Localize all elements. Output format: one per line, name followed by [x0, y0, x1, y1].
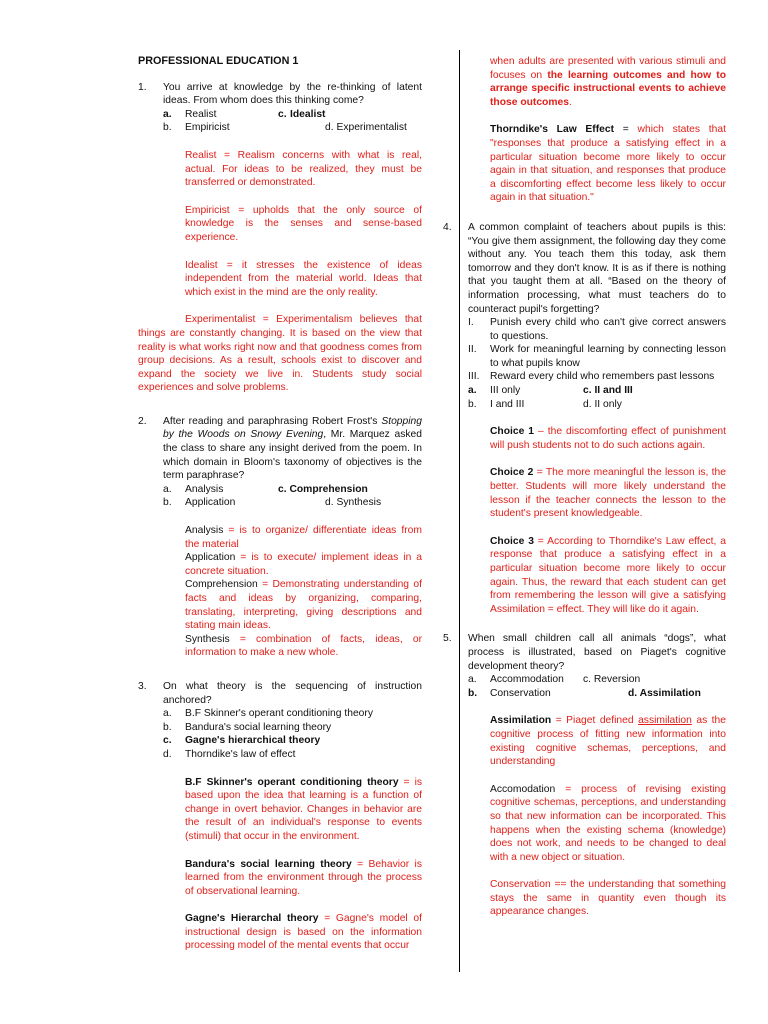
question-5 — [443, 632, 726, 700]
option-b-letter: b. — [468, 687, 478, 699]
option-c-letter: c. — [278, 108, 287, 120]
options — [163, 483, 422, 510]
realist-explanation: Realist = Realism concerns with what is real, actual. For ideas to be realized, they must be transferred or demonstrated. — [185, 149, 422, 189]
option-b: Application — [185, 497, 236, 509]
option-a: B.F Skinner's operant conditioning theory — [185, 708, 373, 720]
question-text: A common complaint of teachers about pupils is this: “You give them assignment, the following day they come without any. You teach them this today, ask them tomorrow and they don't know. It is as if there is nothing that you taught them at all. “Based on the theory of information processing, what must teachers do to counteract pupil's forgetting? — [468, 221, 726, 315]
question-number: 5. — [443, 633, 452, 645]
option-a-letter: a. — [468, 674, 477, 686]
empiricist-explanation: Empiricist = upholds that the only source of knowledge is the senses and sense-based experience. — [185, 204, 422, 243]
question-number: 2. — [138, 415, 147, 427]
question-4 — [443, 221, 726, 316]
option-c: c. Reversion — [583, 674, 641, 686]
question-number: 1. — [138, 81, 147, 93]
skinner-explanation: B.F Skinner's operant conditioning theory = is based upon the idea that learning is a function of change in overt behavior. Changes in behavior are the result of an individual's response to events (stimuli) that occur in the environment. — [185, 776, 423, 842]
choice-3-explanation: Choice 3 = According to Thorndike's Law effect, a response that produce a satisfying effect in a particular situation become more likely to occur again. Thus, the reward that each student can get from remembering the lesson will give a satisfying Assimilation = effect. They will like do it again. — [490, 535, 726, 615]
question-2 — [138, 415, 422, 510]
gagne-explanation-continued: when adults are presented with various stimuli and focuses on the learning outcomes and how to arrange specific instructional events to achieve those outcomes. — [490, 56, 726, 108]
option-a: III only — [490, 385, 521, 397]
statement-1: I. Punish every child who can't give correct answers to questions. — [468, 317, 726, 342]
option-d-letter: d. — [163, 748, 172, 760]
option-a-letter: a. — [468, 385, 477, 397]
comprehension-explanation: Comprehension = Demonstrating understanding of facts and ideas by organizing, comparing, translating, interpreting, giving descriptions and stating main ideas. — [185, 579, 422, 632]
option-b: Conservation — [490, 687, 551, 699]
option-d: d. Experimentalist — [325, 122, 407, 134]
option-a-letter: a. — [163, 108, 172, 120]
option-b-letter: b. — [163, 721, 172, 733]
question-4-options — [443, 384, 726, 411]
gagne-explanation: Gagne's Hierarchal theory = Gagne's model of instructional design is based on the information processing model of the mental events that occur — [185, 913, 422, 952]
options — [163, 108, 422, 135]
bandura-explanation: Bandura's social learning theory = Behavior is learned from the environment through the process of observational learning. — [185, 858, 422, 897]
option-c: c. Comprehension — [278, 483, 368, 495]
idealist-explanation: Idealist = it stresses the existence of ideas independent from the material world. Ideas that which exist in the mind are the only reality. — [185, 259, 422, 298]
statement-3: III. Reward every child who remembers past lessons — [468, 371, 715, 383]
option-c: Gagne's hierarchical theory — [185, 735, 321, 747]
option-a: Accommodation — [490, 674, 564, 686]
options — [468, 673, 726, 700]
question-1 — [138, 81, 422, 135]
assimilation-explanation: Assimilation = Piaget defined assimilation as the cognitive process of fitting new information into existing cognitive schemas, perceptions, and understanding — [490, 715, 726, 768]
question-text: After reading and paraphrasing Robert Frost's Stopping by the Woods on Snowy Evening, Mr. Marquez asked the class to share any insight derived from the poem. In which domain in Bloom's taxonomy of objectives is the term paraphrase? — [163, 415, 422, 482]
option-a-letter: a. — [163, 483, 172, 495]
option-b: I and III — [490, 398, 525, 410]
option-b: Empiricist — [185, 122, 230, 134]
application-explanation: Application = is to execute/ implement ideas in a concrete situation. — [185, 552, 422, 577]
left-column — [138, 55, 422, 953]
option-b-letter: b. — [468, 398, 477, 410]
question-text: When small children call all animals “dogs”, what process is illustrated, based on Piaget's cognitive development theory? — [468, 633, 726, 672]
accommodation-explanation: Accomodation = process of revising existing cognitive schemas, perceptions, and understanding so that new information can be incorporated. This happens when the existing schema (knowledge) does not work, and needs to be changed to deal with a new object or situation. — [490, 783, 726, 863]
question-3 — [138, 680, 422, 762]
option-d: Thorndike's law of effect — [185, 748, 296, 760]
option-b-letter: b. — [163, 122, 172, 134]
option-c: Idealist — [290, 108, 326, 120]
choice-2-explanation: Choice 2 = The more meaningful the lesson is, the better. Students will more likely understand the lesson if the teacher connects the lesson to the student's present knowledgeable. — [490, 467, 726, 520]
options — [163, 707, 422, 761]
document-title: PROFESSIONAL EDUCATION 1 — [138, 55, 299, 67]
question-number: 3. — [138, 680, 147, 692]
analysis-explanation: Analysis = is to organize/ differentiate ideas from the material — [185, 525, 422, 550]
choice-1-explanation: Choice 1 – the discomforting effect of punishment will push students not to do such actions again. — [490, 426, 727, 451]
option-b: Bandura's social learning theory — [185, 721, 332, 733]
synthesis-explanation: Synthesis = combination of facts, ideas, or information to make a new whole. — [185, 633, 422, 659]
question-number: 4. — [443, 221, 452, 233]
conservation-explanation: Conservation == the understanding that something stays the same in quantity even though its appearance changes. — [490, 879, 726, 918]
option-c: c. II and III — [583, 385, 633, 397]
option-a-letter: a. — [163, 708, 172, 720]
statement-2: II. Work for meaningful learning by connecting lesson to what pupils know — [468, 344, 726, 369]
question-text: On what theory is the sequencing of instruction anchored? — [163, 680, 422, 706]
option-d: d. Assimilation — [628, 687, 701, 699]
option-c-letter: c. — [163, 735, 172, 747]
option-b-letter: b. — [163, 497, 172, 509]
experimentalist-explanation: Experimentalist = Experimentalism believes that things are constantly changing. It is based on the view that reality is what works right now and that goodness comes from group decisions. As a result, schools exist to discover and expand the society we live in. Students study social experiences and solve problems. — [138, 314, 422, 394]
thorndike-explanation: Thorndike's Law Effect = which states that "responses that produce a satisfying effect in a particular situation become more likely to occur again in that situation, and responses that produce a discomforting effect become less likely to occur again in that situation." — [490, 124, 726, 204]
option-a: Realist — [185, 108, 217, 120]
question-text: You arrive at knowledge by the re-thinking of latent ideas. From whom does this thinking come? — [163, 81, 422, 107]
option-d: d. Synthesis — [325, 497, 382, 509]
right-column — [443, 55, 726, 919]
option-d: d. II only — [583, 398, 622, 410]
option-a: Analysis — [185, 483, 224, 495]
